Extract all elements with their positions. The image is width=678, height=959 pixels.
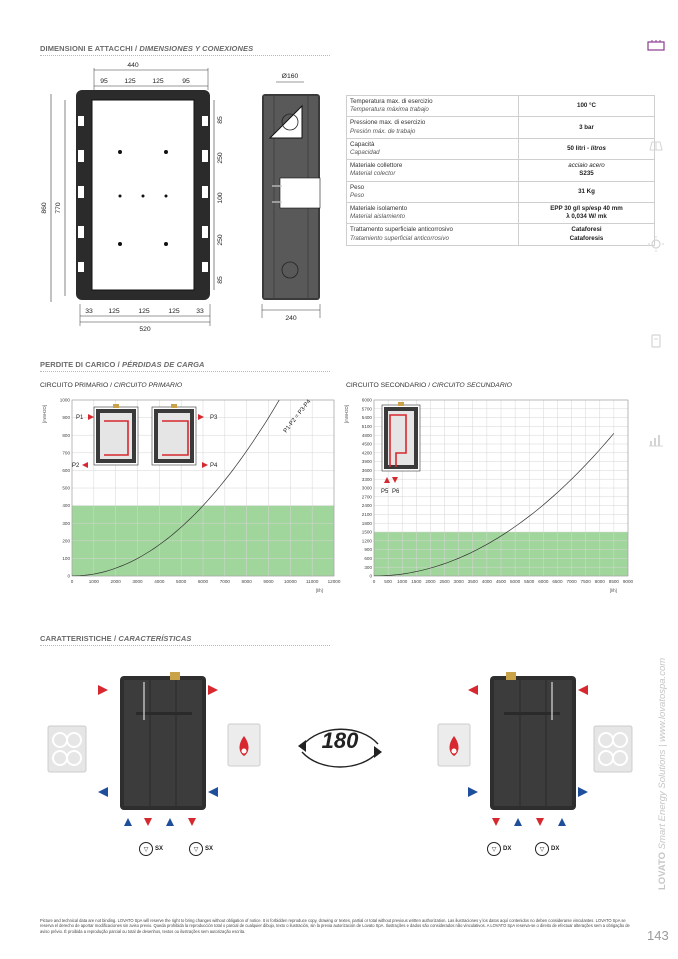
dim-right-2: 250 [217,152,224,164]
spec-value-text: 31 Kg [578,187,595,195]
spec-label [347,203,519,224]
manifold-left [120,672,206,810]
y-tick-label: 300 [364,564,372,570]
spec-value [519,224,655,245]
dim-right-3: 100 [217,192,224,204]
x-tick-label: 5500 [524,579,535,584]
y-tick-label: 5100 [361,424,372,429]
section-title-it: CARATTERISTICHE [40,634,112,643]
dim-right-4: 250 [217,234,224,246]
x-tick-label: 500 [384,579,392,584]
y-tick-label: 3900 [361,459,372,465]
x-tick-label: 2000 [110,579,121,584]
brand-url: www.lovatospa.com [657,657,668,742]
section-title-dimensions: DIMENSIONI E ATTACCHI / DIMENSIONES Y CONEXIONES [40,44,254,53]
x-tick-label: 4500 [495,579,507,584]
y-tick-label: 2100 [361,512,372,517]
section-title-es: PÉRDIDAS DE CARGA [122,360,205,369]
dim-diameter: Ø160 [281,73,299,80]
y-tick-label: 1000 [59,397,70,403]
badge-label: SX [155,846,164,852]
brand-tagline: Smart Energy Solutions [657,749,668,850]
x-tick-label: 4000 [481,579,493,584]
y-tick-label: 300 [62,520,70,526]
port-label: P3 [210,415,218,421]
x-tick-label: 3000 [453,579,464,584]
chart-title-secondary: CIRCUITO SECONDARIO / CIRCUITO SECUNDARIO [346,382,512,389]
arrow-red-icon [208,685,218,695]
section-title-losses: PERDITE DI CARICO / PÉRDIDAS DE CARGA [40,360,205,369]
dim-bottom-1: 33 [85,308,93,315]
x-tick-label: 4000 [154,579,165,584]
front-view-drawing [38,58,228,334]
section-rule [40,371,330,372]
x-tick-label: 7000 [219,579,230,584]
dim-height-inner: 770 [55,202,62,214]
badge-label: DX [551,846,560,852]
x-tick-label: 5000 [509,579,521,584]
section-title-it: DIMENSIONI E ATTACCHI [40,44,133,53]
x-tick-label: 7500 [580,579,591,584]
y-tick-label: 0 [67,573,70,579]
spec-row [347,203,655,224]
spec-value-text: EPP 30 g/l sp/esp 40 mm [550,205,623,213]
port-label: P5 [381,489,389,495]
x-tick-label: 0 [70,579,74,584]
x-tick-label: 8000 [594,579,605,584]
section-title-es: DIMENSIONES Y CONEXIONES [139,44,254,53]
y-tick-label: 5700 [361,406,372,412]
spec-label-es: Material aislamiento [350,213,406,221]
page-number: 143 [647,928,669,943]
x-tick-label: 10000 [283,579,297,584]
y-tick-label: 3000 [361,485,372,491]
spec-label-es: Temperatura máxima trabajo [350,106,429,114]
x-tick-label: 7000 [566,579,577,584]
spec-value-main [522,188,651,196]
arrow-red-icon [468,685,478,695]
y-tick-label: 2400 [361,503,372,509]
spec-label-it: Capacità [350,140,375,148]
pump-badge-sx [139,842,163,856]
arrow-blue-icon [98,787,108,797]
solar-panel-icon [646,138,666,154]
spec-label [347,138,519,159]
spec-value [519,138,655,159]
y-tick-label: 800 [62,432,70,438]
brand-name: LOVATO [657,852,668,890]
chart-title-it: CIRCUITO SECONDARIO [346,382,427,389]
dim-top-1: 95 [100,78,108,85]
x-axis-label: [l/h] [316,588,323,593]
port-label: P6 [392,489,400,495]
side-brand: LOVATO Smart Energy Solutions | www.lovatospa.com [657,657,668,890]
spec-label [347,160,519,181]
spec-label-it: Peso [350,183,365,191]
spec-label-es: Presión máx. de trabajo [350,127,416,135]
arrow-red-icon [98,685,108,695]
heat-pump-icon [594,726,632,772]
section-title-features: CARATTERISTICHE / CARACTERÍSTICAS [40,634,192,643]
y-tick-label: 4500 [361,441,372,447]
dim-top-2: 125 [124,78,136,85]
section-rule [40,645,330,646]
spec-value-es: litros [590,144,606,152]
spec-value-text: Cataforesi [571,226,602,234]
side-view-drawing [252,66,332,322]
pump-badge-dx [487,842,511,856]
pump-icon: ▽ [535,842,549,856]
x-tick-label: 2500 [439,579,450,584]
y-tick-label: 200 [62,538,70,544]
x-tick-label: 3500 [467,579,478,584]
spec-label-it: Trattamento superficiale anticorrosivo [350,226,453,234]
y-tick-label: 900 [62,415,70,421]
chart-primary [28,393,344,603]
x-tick-label: 8000 [241,579,252,584]
x-tick-label: 2000 [425,579,436,584]
dim-top-3: 125 [152,78,164,85]
circuit-inset [94,404,138,465]
dim-width-base: 520 [139,326,151,333]
x-tick-label: 11000 [305,579,319,584]
dim-top-segments [100,78,190,85]
chart-title-es: CIRCUITO PRIMARIO [113,382,183,389]
spec-value [519,96,655,117]
badge-label: SX [205,846,214,852]
spec-row [347,181,655,202]
x-tick-label: 6500 [552,579,563,584]
sun-icon [646,236,666,252]
dim-bottom-5: 33 [196,308,204,315]
spec-label-es: Material colector [350,170,396,178]
spec-label [347,224,519,245]
spec-value-text: 3 bar [579,123,594,131]
spec-value-main [522,226,651,234]
spec-value-secondary: S235 [579,170,594,178]
pump-icon: ▽ [139,842,153,856]
spec-label-es: Peso [350,191,365,199]
section-title-es: CARACTERÍSTICAS [118,634,192,643]
spec-value-main [522,205,651,213]
y-axis-label: [mmH2O] [344,405,349,423]
pump-badge-sx [189,842,213,856]
arrow-blue-icon [468,787,478,797]
spec-value-main [522,124,651,132]
y-tick-label: 5400 [361,415,372,421]
boiler-flame-icon [228,724,260,766]
y-tick-label: 1800 [361,520,372,526]
bar-chart-icon [646,432,666,448]
dim-right-5: 85 [217,276,224,284]
y-tick-label: 600 [62,468,70,473]
x-tick-label: 8500 [608,579,620,584]
radiator-icon [646,38,666,54]
dim-height-total: 860 [41,202,48,214]
section-rule [40,55,330,56]
curve-label: P1-P2 = P3-P4 [282,398,313,435]
y-tick-label: 1200 [361,538,372,544]
spec-value-secondary: λ 0,034 W/ mk [566,213,607,221]
section-title-it: PERDITE DI CARICO [40,360,116,369]
x-tick-label: 1500 [411,579,422,584]
heat-pump-icon [48,726,86,772]
x-axis-label: [l/h] [610,588,617,593]
x-tick-label: 1000 [397,579,408,584]
pump-icon: ▽ [189,842,203,856]
arrow-red-icon [578,685,588,695]
dim-width-total: 440 [127,62,139,69]
rotation-label: 180 [321,728,359,753]
y-tick-label: 100 [62,556,70,561]
disclaimer-footnote: Picture and technical data are not binding. LOVATO SpA will reserve the right to bring changes without obligation of notice. It is forbidden reproduce copy, drawing or textes, partial or total without previous written authorization. Las ilustraciones y los datos aquí contenidos no deben considerarse vinculantes. LOVATO SpA se reserva el derecho de aportar modificaciones sin aviso previo. Queda prohibida la reproducción total o parcial de cualquier dibujo, texto o ilustración, sin la previa autorización de Lovato SpA. Ilustrações e dados são considerados não vinculativos. A LOVATO SpA reserva-se o direito de efectuar alterações sem a obrigação de aviso prévio. É proibida a reprodução parcial ou total de desenhos, textos ou ilustrações sem autorização escrita. [40,918,630,934]
port-arrow-icon [88,414,94,420]
port-arrow-icon [392,477,398,483]
x-tick-label: 6000 [538,579,549,584]
dim-bottom-3: 125 [138,308,150,315]
pump-badge-dx [535,842,559,856]
y-tick-label: 500 [62,485,70,491]
specs-table [346,95,655,246]
y-tick-label: 4800 [361,432,372,438]
spec-value-text: acciaio acero [568,162,605,170]
spec-label [347,96,519,117]
dim-bottom-4: 125 [168,308,180,315]
x-tick-label: 3000 [132,579,143,584]
spec-label-es: Capacidad [350,149,380,157]
y-tick-label: 600 [364,556,372,561]
x-tick-label: 0 [372,579,376,584]
y-tick-label: 4200 [361,450,372,456]
y-tick-label: 2700 [361,494,372,500]
spec-value-secondary: Cataforesis [569,234,604,242]
spec-value [519,160,655,181]
x-tick-label: 1000 [88,579,99,584]
x-tick-label: 5000 [176,579,187,584]
spec-value-text: 50 litri - [567,144,591,152]
y-tick-label: 3600 [361,468,372,473]
spec-label-it: Temperatura max. di esercizio [350,98,433,105]
boiler-icon [646,333,666,349]
y-tick-label: 700 [62,450,70,456]
spec-row [347,160,655,181]
y-tick-label: 6000 [361,397,372,403]
y-tick-label: 400 [62,503,70,509]
port-label: P2 [72,463,80,469]
port-arrows-right [492,818,566,826]
circuit-inset [382,402,420,471]
port-arrows-left [124,818,196,826]
port-label: P4 [210,463,218,469]
dim-top-4: 95 [182,78,190,85]
chart-secondary [344,393,640,603]
dim-depth: 240 [285,315,297,322]
x-tick-label: 9000 [263,579,274,584]
port-arrow-icon [82,462,88,468]
chart-title-es: CIRCUITO SECUNDARIO [431,382,512,389]
spec-value-main [522,145,651,153]
spec-row [347,224,655,245]
spec-label-it: Materiale isolamento [350,205,408,213]
spec-label-es: Tratamiento superficial anticorrosivo [350,234,449,242]
arrow-blue-icon [578,787,588,797]
dim-right-1: 85 [217,116,224,124]
spec-label [347,117,519,138]
manifold-right [490,672,576,810]
arrow-blue-icon [208,787,218,797]
spec-row [347,138,655,159]
x-tick-label: 12000 [327,579,341,584]
pump-icon: ▽ [487,842,501,856]
y-tick-label: 900 [364,547,372,553]
spec-row [347,117,655,138]
spec-value-main [522,102,651,110]
dim-bottom-2: 125 [108,308,120,315]
y-tick-label: 3300 [361,476,372,482]
spec-row [347,96,655,117]
spec-value-text: 100 °C [577,102,596,110]
spec-value [519,181,655,202]
spec-value [519,117,655,138]
spec-value-main [522,162,651,170]
spec-value [519,203,655,224]
circuit-inset [152,404,196,465]
badge-label: DX [503,846,512,852]
spec-label-it: Materiale collettore [350,162,403,170]
port-arrow-icon [202,462,208,468]
y-tick-label: 0 [369,573,372,579]
chart-title-primary: CIRCUITO PRIMARIO / CIRCUITO PRIMARIO [40,382,183,389]
port-label: P1 [76,415,84,421]
x-tick-label: 9000 [622,579,634,584]
chart-title-it: CIRCUITO PRIMARIO [40,382,109,389]
y-tick-label: 1500 [361,529,372,535]
boiler-flame-icon [438,724,470,766]
spec-label-it: Pressione max. di esercizio [350,119,426,127]
port-arrow-icon [384,477,390,483]
y-axis-label: [mmH2O] [42,405,47,423]
spec-label [347,181,519,202]
x-tick-label: 6000 [197,579,209,584]
